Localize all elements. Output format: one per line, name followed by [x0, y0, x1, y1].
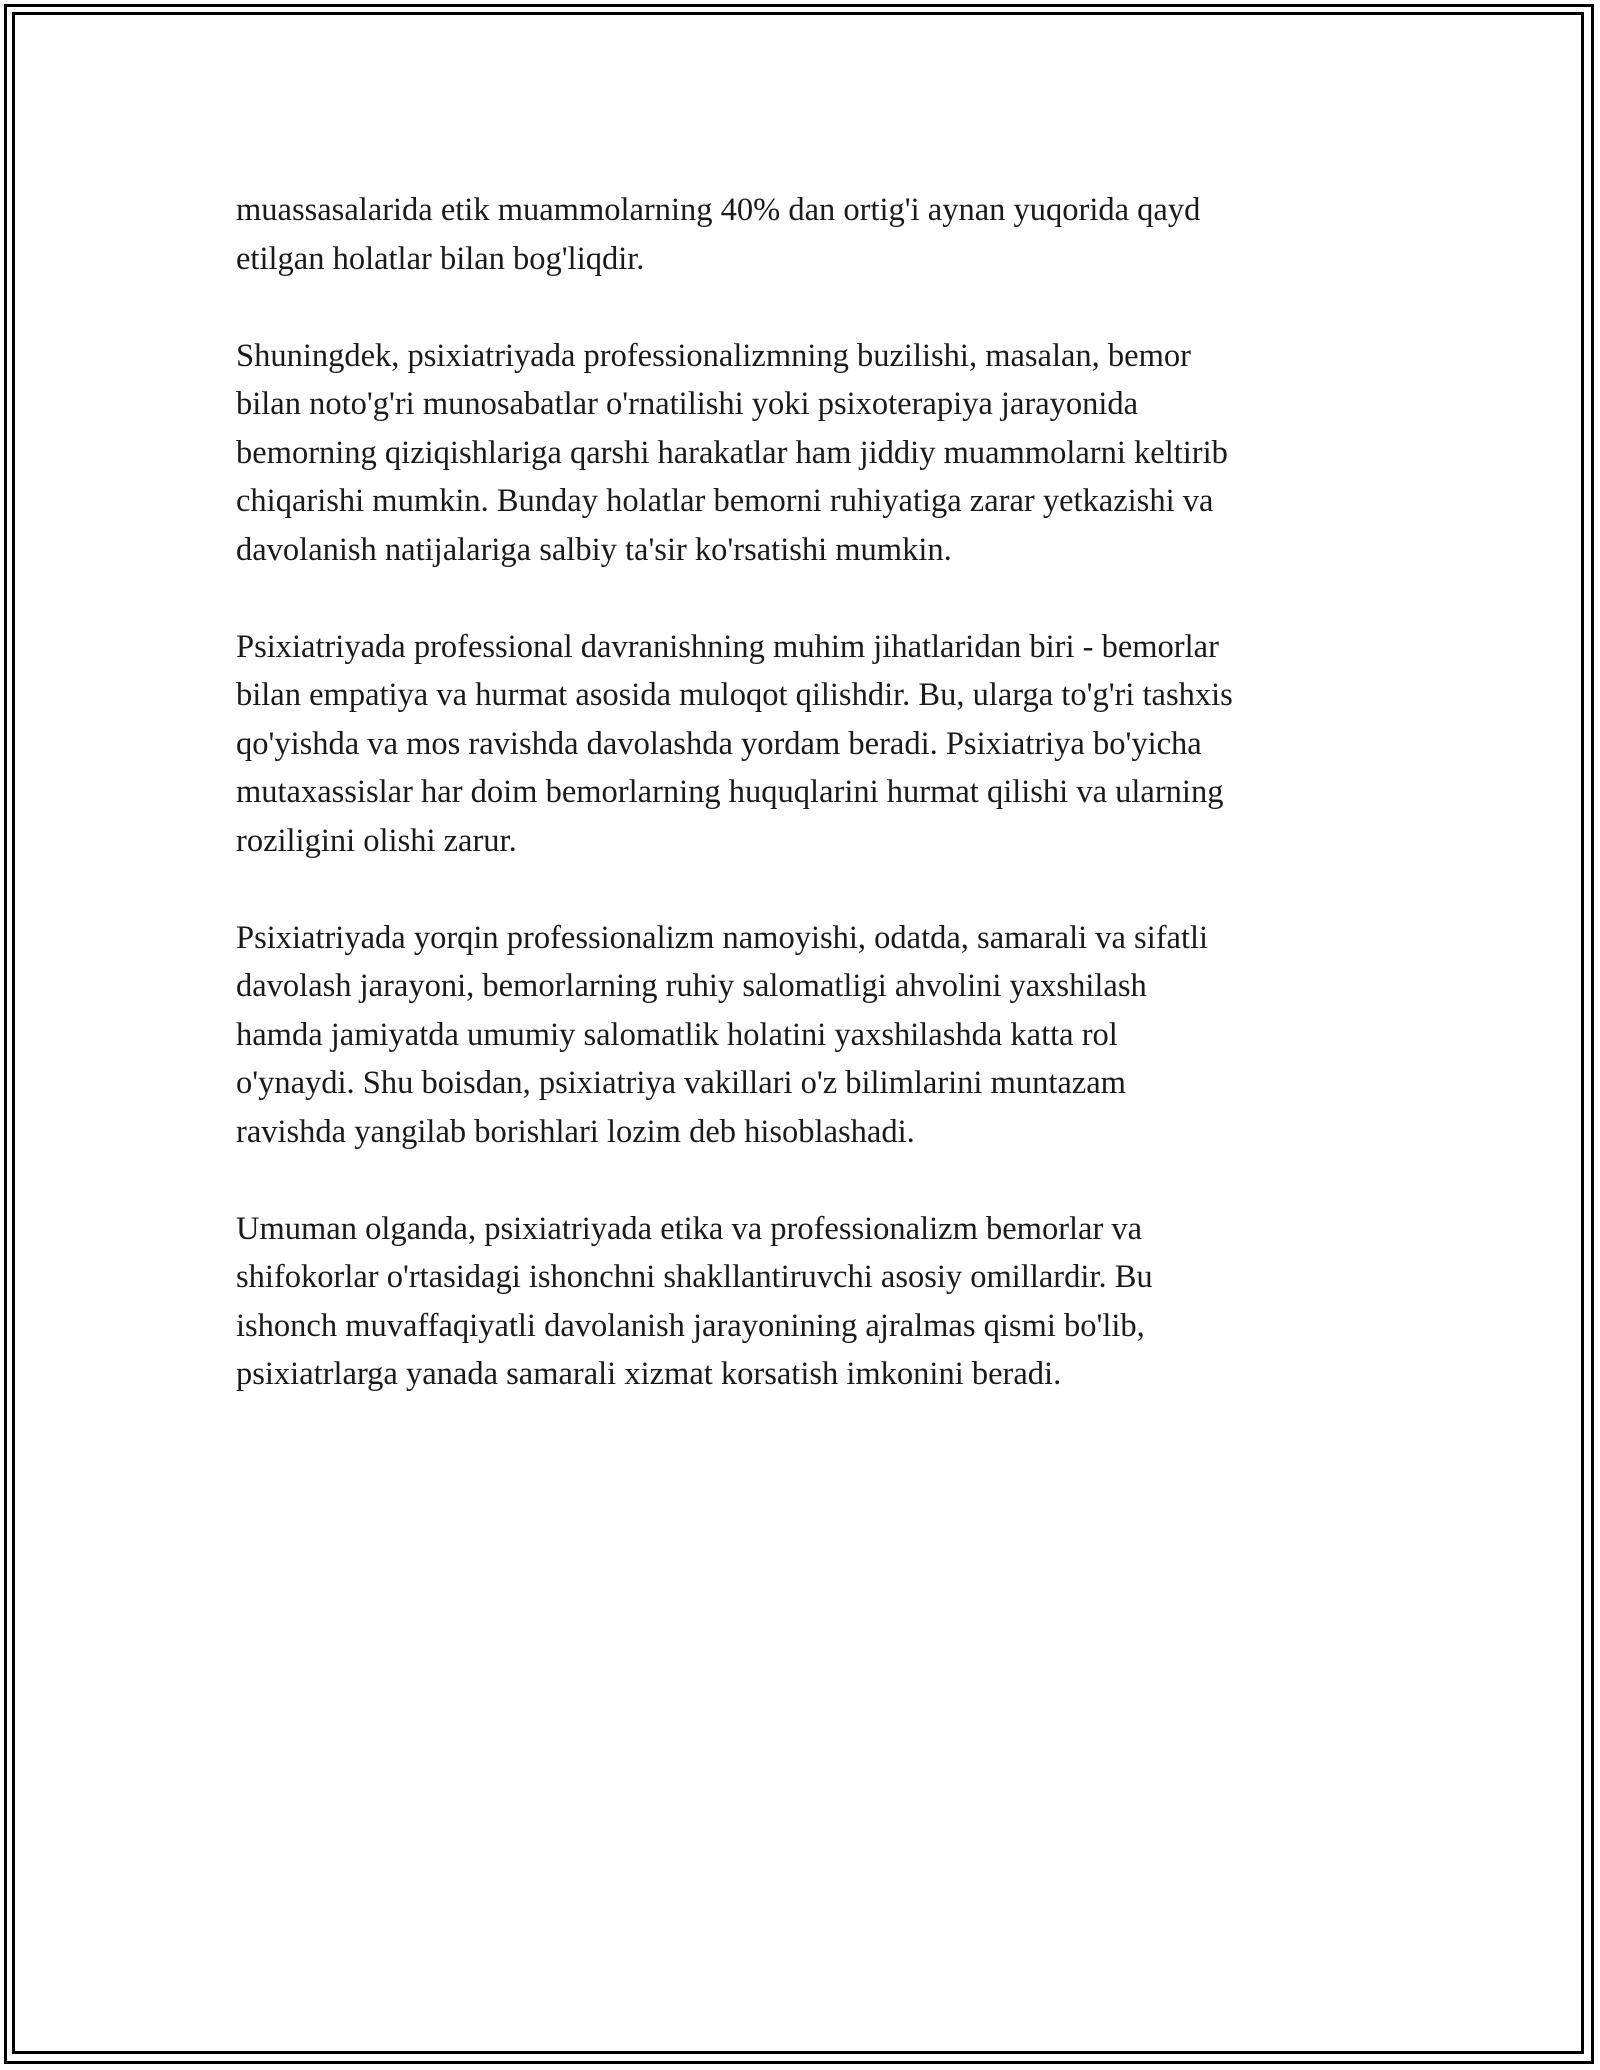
paragraph-4: Psixiatriyada yorqin professionalizm namoyishi, odatda, samarali va sifatli davolash jarayoni, bemorlarning ruhiy salomatligi ahvolini yaxshilash hamda jamiyatda umumiy salomatlik holatini yaxshilashda katta rol o'ynaydi. Shu boisdan, psixiatriya vakillari o'z bilimlarini muntazam ravishda yangilab borishlari lozim deb hisoblashadi. — [236, 919, 1209, 1150]
paragraph-3: Psixiatriyada professional davranishning muhim jihatlaridan biri - bemorlar bilan empatiya va hurmat asosida muloqot qilishdir. Bu, ularga to'g'ri tashxis qo'yishda va mos ravishda davolashda yordam beradi. Psixiatriya bo'yicha mutaxassislar har doim bemorlarning huquqlarini hurmat qilishi va ularning roziligini olishi zarur. — [236, 628, 1233, 859]
paragraph-1: muassasalarida etik muammolarning 40% dan ortig'i aynan yuqorida qayd etilgan holatlar bilan bog'liqdir. — [236, 192, 1201, 277]
document-body — [236, 186, 1376, 1447]
paragraph-2: Shuningdek, psixiatriyada professionalizmning buzilishi, masalan, bemor bilan noto'g'ri munosabatlar o'rnatilishi yoki psixoterapiya jarayonida bemorning qiziqishlariga qarshi harakatlar ham jiddiy muammolarni keltirib chiqarishi mumkin. Bunday holatlar bemorni ruhiyatiga zarar yetkazishi va davolanish natijalariga salbiy ta'sir ko'rsatishi mumkin. — [236, 337, 1228, 568]
paragraph-5: Umuman olganda, psixiatriyada etika va professionalizm bemorlar va shifokorlar o'rtasidagi ishonchni shakllantiruvchi asosiy omillardir. Bu ishonch muvaffaqiyatli davolanish jarayonining ajralmas qismi bo'lib, psixiatrlarga yanada samarali xizmat korsatish imkonini beradi. — [236, 1210, 1153, 1392]
